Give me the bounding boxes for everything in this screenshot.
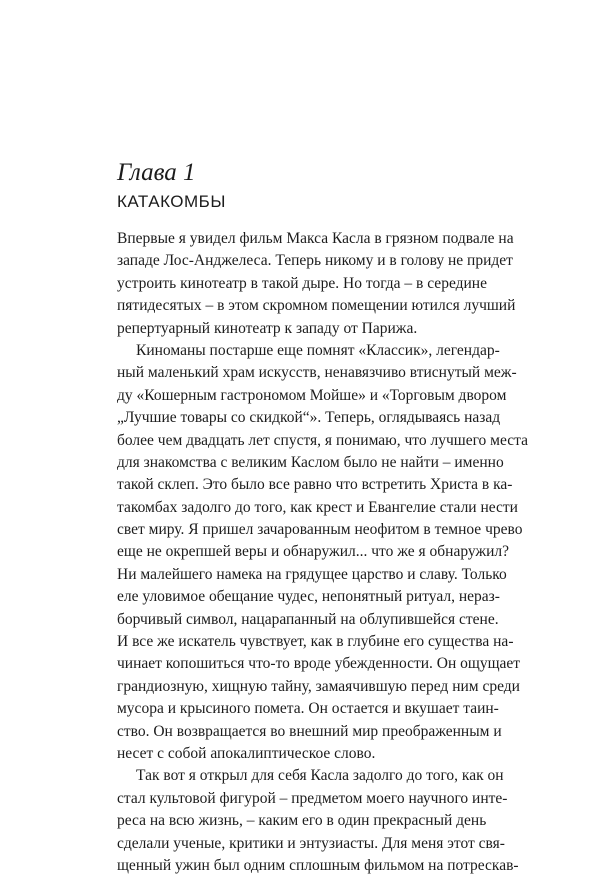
- text-line: мусора и крысиного помета. Он остается и вкушает таин-: [117, 700, 499, 718]
- text-line: борчивый символ, нацарапанный на облупившейся стене.: [117, 610, 499, 628]
- text-line: щенный ужин был одним сплошным фильмом на потрескав-: [117, 856, 519, 874]
- text-line: ство. Он возвращается во внешний мир преображенным и: [117, 722, 502, 740]
- text-line: Ни малейшего намека на грядущее царство и славу. Только: [117, 565, 507, 583]
- text-line: Киноманы постарше еще помнят «Классик», легендар-: [136, 341, 500, 359]
- text-line: более чем двадцать лет спустя, я понимаю, что лучшего места: [117, 431, 528, 449]
- text-line: несет с собой апокалиптическое слово.: [117, 744, 376, 762]
- text-line: Так вот я открыл для себя Касла задолго до того, как он: [136, 767, 504, 785]
- text-line: такой склеп. Это было все равно что встретить Христа в ка-: [117, 476, 513, 494]
- chapter-number: Глава 1: [117, 159, 196, 186]
- text-line: для знакомства с великим Каслом было не найти – именно: [117, 453, 504, 471]
- text-line: чинает копошиться что-то вроде убежденности. Он ощущает: [117, 655, 521, 673]
- text-line: „Лучшие товары со скидкой“». Теперь, оглядываясь назад: [117, 409, 501, 427]
- text-line: еле уловимое обещание чудес, непонятный ритуал, нераз-: [117, 588, 500, 606]
- text-line: устроить кинотеатр в такой дыре. Но тогда – в середине: [117, 274, 487, 292]
- text-line: ный маленький храм искусств, ненавязчиво втиснутый меж-: [117, 364, 517, 382]
- text-line: Впервые я увидел фильм Макса Касла в грязном подвале на: [117, 230, 514, 247]
- text-line: такомбах задолго до того, как крест и Евангелие стали нести: [117, 498, 518, 516]
- text-line: репертуарный кинотеатр к западу от Парижа.: [117, 319, 418, 337]
- text-line: ду «Кошерным гастрономом Мойше» и «Торговым двором: [117, 386, 507, 404]
- body-text: [117, 228, 528, 877]
- text-line: реса на всю жизнь, – каким его в один прекрасный день: [117, 812, 487, 830]
- text-line: свет миру. Я пришел зачарованным неофитом в темное чрево: [117, 521, 523, 539]
- text-line: стал культовой фигурой – предметом моего научного инте-: [117, 789, 508, 807]
- text-line: грандиозную, хищную тайну, замаячившую перед ним среди: [117, 677, 520, 695]
- text-line: сделали ученые, критики и энтузиасты. Для меня этот свя-: [117, 834, 505, 852]
- text-line: И все же искатель чувствует, как в глубине его существа на-: [117, 633, 514, 651]
- text-line: еще не окрепшей веры и обнаружил... что же я обнаружил?: [117, 543, 510, 561]
- text-line: западе Лос-Анджелеса. Теперь никому и в голову не придет: [117, 252, 513, 270]
- text-line: пятидесятых – в этом скромном помещении ютился лучший: [117, 297, 516, 315]
- chapter-title: КАТАКОМБЫ: [117, 192, 226, 211]
